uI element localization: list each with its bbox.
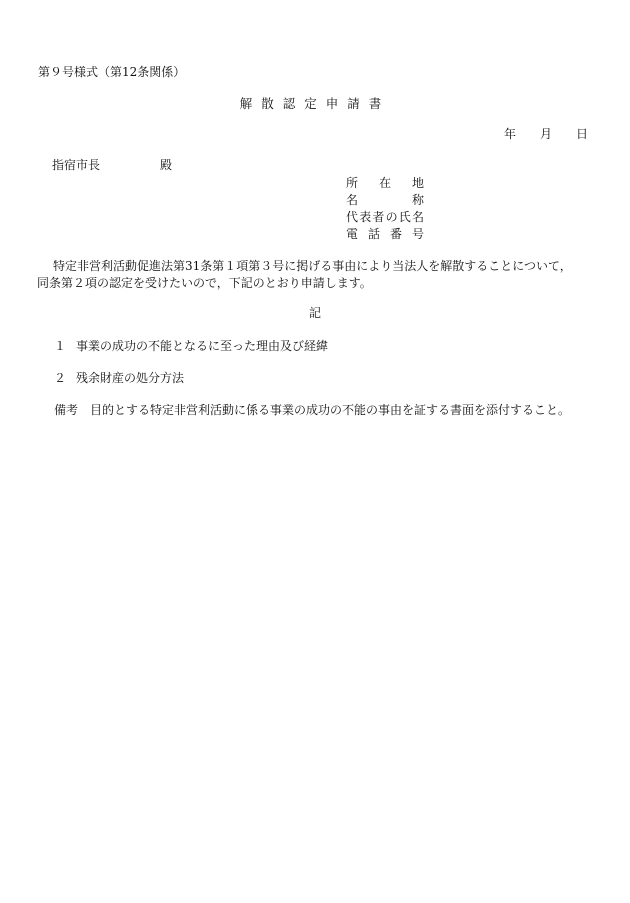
item-number: １: [54, 339, 67, 353]
date-line: [504, 126, 588, 143]
addressee-name: 指宿市長: [52, 158, 101, 172]
name-label: 名称: [346, 193, 424, 207]
body-line-1: 特定非営利活動促進法第31条第１項第３号に掲げる事由により当法人を解散することについて，: [53, 259, 572, 273]
remarks: [54, 402, 570, 419]
form-reference: 第９号様式（第12条関係）: [38, 65, 186, 79]
list-item: [54, 338, 328, 355]
date-year-label: 年: [503, 127, 516, 141]
address-label: 所在地: [346, 176, 424, 190]
body-line-2: 同条第２項の認定を受けたいので，下記のとおり申請します。: [37, 276, 372, 290]
date-day-label: 日: [575, 127, 588, 141]
ki-heading: 記: [308, 306, 321, 320]
item-number: ２: [54, 371, 67, 385]
item-text: 残余財産の処分方法: [76, 371, 185, 385]
applicant-block: [346, 175, 424, 243]
phone-label: 電話番号: [346, 227, 424, 241]
item-text: 事業の成功の不能となるに至った理由及び経緯: [76, 339, 329, 353]
date-month-label: 月: [539, 127, 552, 141]
addressee-honorific: 殿: [160, 158, 173, 172]
remarks-text: 目的とする特定非営利活動に係る事業の成功の不能の事由を証する書面を添付すること。: [90, 403, 571, 417]
body-paragraph: [37, 258, 597, 292]
document-title: 解散認定申請書: [239, 96, 391, 111]
remarks-label: 備考: [54, 403, 79, 417]
addressee: [52, 157, 172, 174]
representative-label: 代表者の氏名: [346, 210, 424, 224]
list-item: [54, 370, 184, 387]
